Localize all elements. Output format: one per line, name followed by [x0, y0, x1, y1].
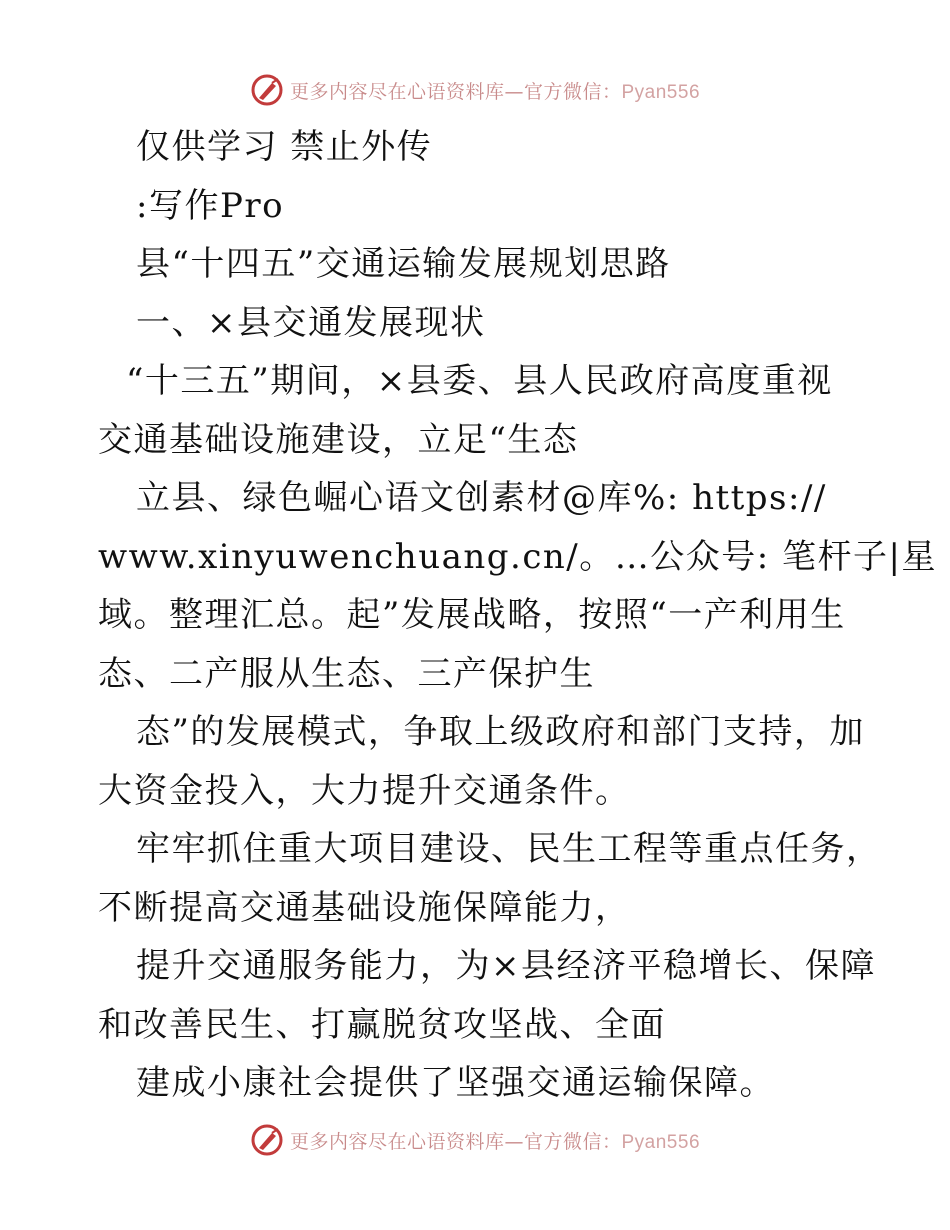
author-line: :写作Pro — [136, 185, 285, 226]
banner-text: 更多内容尽在心语资料库—官方微信：Pyan556 — [289, 1130, 701, 1153]
pen-seal-icon — [250, 73, 284, 107]
paragraph-line: 提升交通服务能力，为×县经济平稳增长、保障 — [136, 946, 876, 986]
document-title: 县“十四五”交通运输发展规划思路 — [136, 244, 671, 284]
pen-seal-icon — [250, 1123, 284, 1157]
banner-text: 更多内容尽在心语资料库—官方微信：Pyan556 — [289, 80, 701, 103]
header-banner — [0, 70, 950, 110]
footer-banner — [0, 1120, 950, 1160]
banner-wechat-id: Pyan556 — [621, 1131, 701, 1153]
paragraph-line: 域。整理汇总。起”发展战略，按照“一产利用生 — [98, 595, 846, 635]
paragraph-line: 交通基础设施建设，立足“生态 — [98, 419, 579, 460]
banner-wechat-id: Pyan556 — [621, 81, 701, 103]
paragraph-line: 牢牢抓住重大项目建设、民生工程等重点任务， — [136, 829, 882, 869]
paragraph-line: www.xinyuwenchuang.cn/。…公众号: 笔杆子|星 — [98, 536, 937, 577]
paragraph-line: “十三五”期间，×县委、县人民政府高度重视 — [126, 361, 833, 401]
notice-line: 仅供学习 禁止外传 — [136, 127, 433, 167]
paragraph-line: 和改善民生、打赢脱贫攻坚战、全面 — [98, 1004, 666, 1045]
paragraph-line: 立县、绿色崛心语文创素材@库%: https:// — [136, 478, 827, 518]
paragraph-line: 态、二产服从生态、三产保护生 — [98, 653, 595, 694]
section-heading: 一、×县交通发展现状 — [136, 302, 486, 343]
paragraph-line: 态”的发展模式，争取上级政府和部门支持，加 — [136, 712, 865, 752]
paragraph-line: 不断提高交通基础设施保障能力， — [98, 887, 631, 928]
paragraph-line: 大资金投入，大力提升交通条件。 — [98, 770, 631, 811]
document-body — [98, 118, 937, 1113]
paragraph-line: 建成小康社会提供了坚强交通运输保障。 — [136, 1063, 775, 1103]
